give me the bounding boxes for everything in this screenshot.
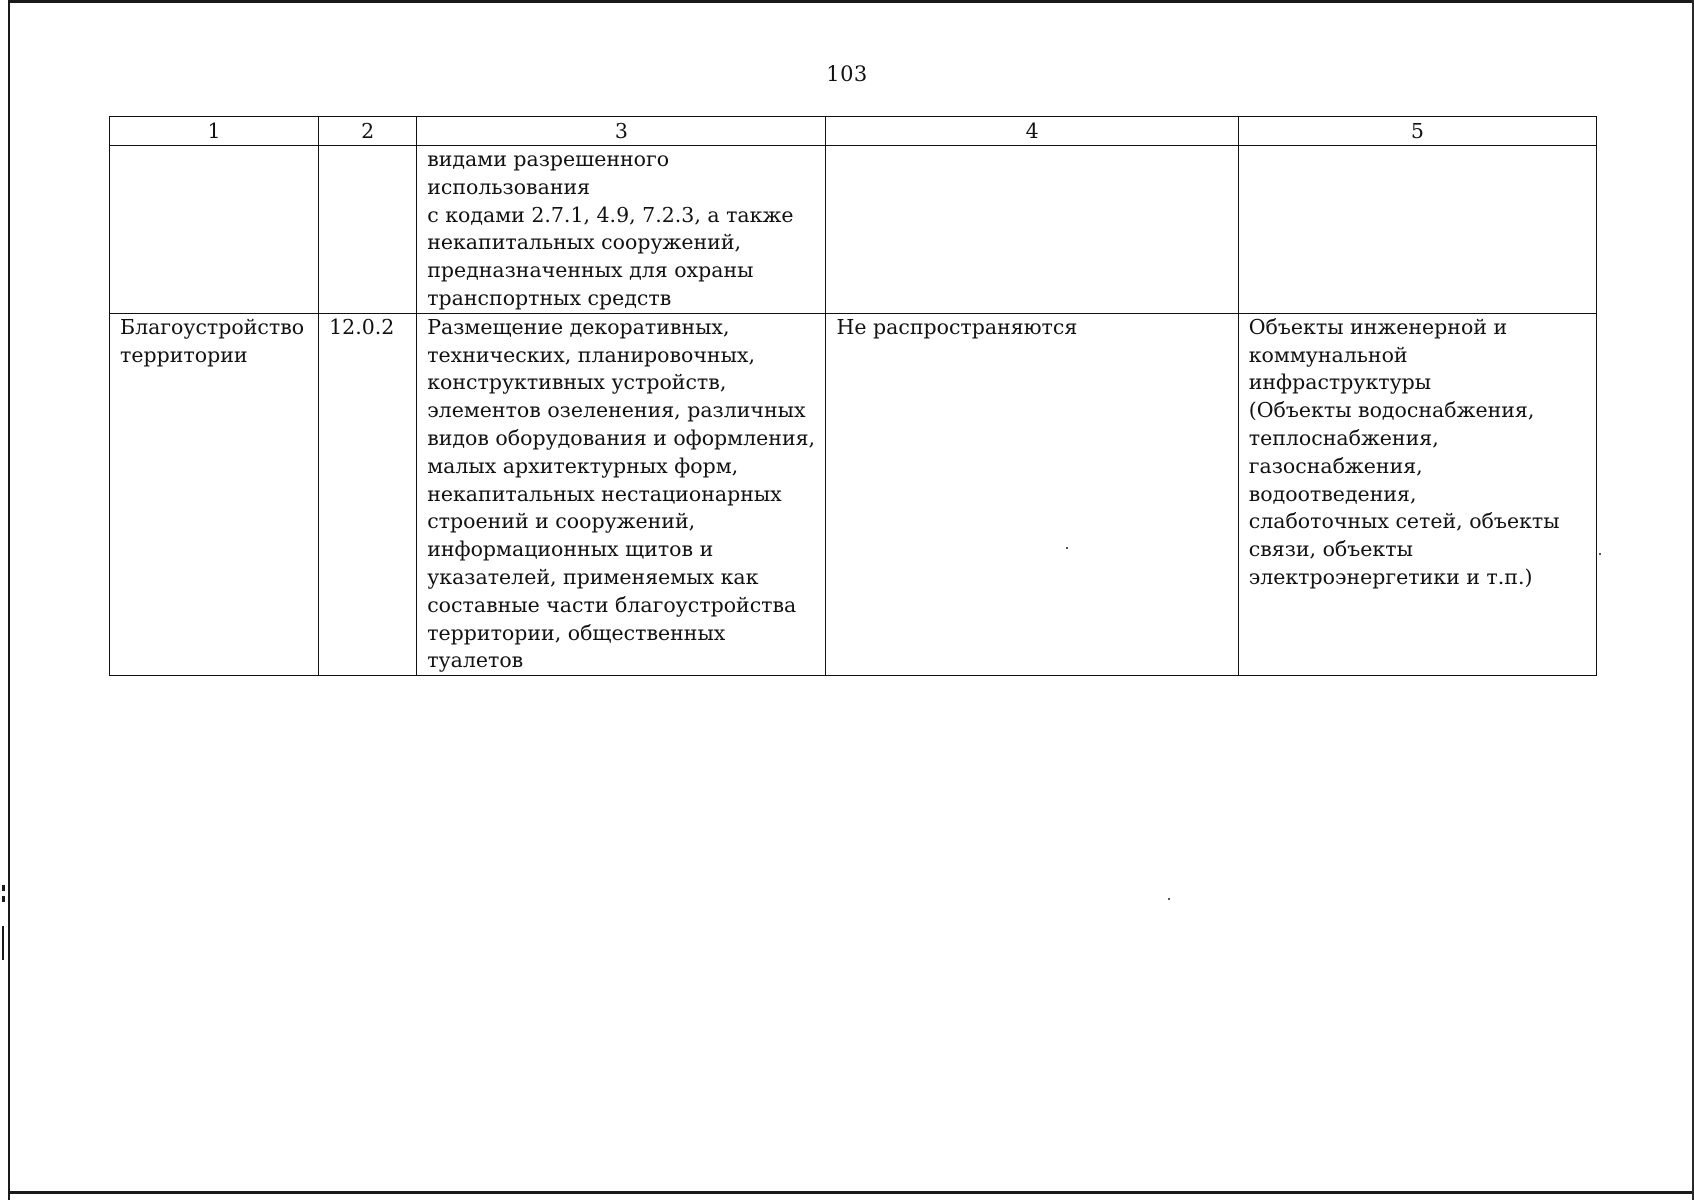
use-type-cell [110,146,319,314]
use-description-cell: Размещение декоративных, технических, планировочных, конструктивных устройств, элементов озеленения, различных видов оборудования и оформления, малых архитектурных форм, некапитальных нестационарных строений и сооружений, информационных щитов и указателей, применяемых как составные части благоустройства территории, общественных туалетов [417,313,826,675]
use-description-cell: видами разрешенного использования с кодами 2.7.1, 4.9, 7.2.3, а также некапитальных сооружений, предназначенных для охраны транспортных средств [417,146,826,314]
use-code-cell [319,146,417,314]
auxiliary-uses-cell [1238,146,1596,314]
column-number-5: 5 [1238,117,1596,146]
scan-edge-left [8,0,10,1200]
table-row [110,313,1597,675]
scan-speck [1599,553,1601,555]
use-code-cell: 12.0.2 [319,313,417,675]
column-number-2: 2 [319,117,417,146]
page-number: 103 [826,62,868,86]
column-number-4: 4 [826,117,1238,146]
auxiliary-uses-cell: Объекты инженерной и коммунальной инфраструктуры (Объекты водоснабжения, теплоснабжения, газоснабжения, водоотведения, слаботочных сетей, объекты связи, объекты электроэнергетики и т.п.) [1238,313,1596,675]
scan-mark [2,926,4,960]
use-type-cell: Благоустройство территории [110,313,319,675]
land-use-table [109,116,1597,676]
table-row [110,146,1597,314]
column-number-1: 1 [110,117,319,146]
scan-mark [2,885,5,891]
parameters-cell [826,146,1238,314]
scan-edge-top [10,0,1694,3]
scan-edge-bottom [8,1191,1694,1194]
column-number-3: 3 [417,117,826,146]
scan-mark [2,896,5,902]
table-header-row [110,117,1597,146]
scan-speck [1066,547,1068,549]
parameters-cell: Не распространяются [826,313,1238,675]
scan-speck [1168,898,1170,900]
